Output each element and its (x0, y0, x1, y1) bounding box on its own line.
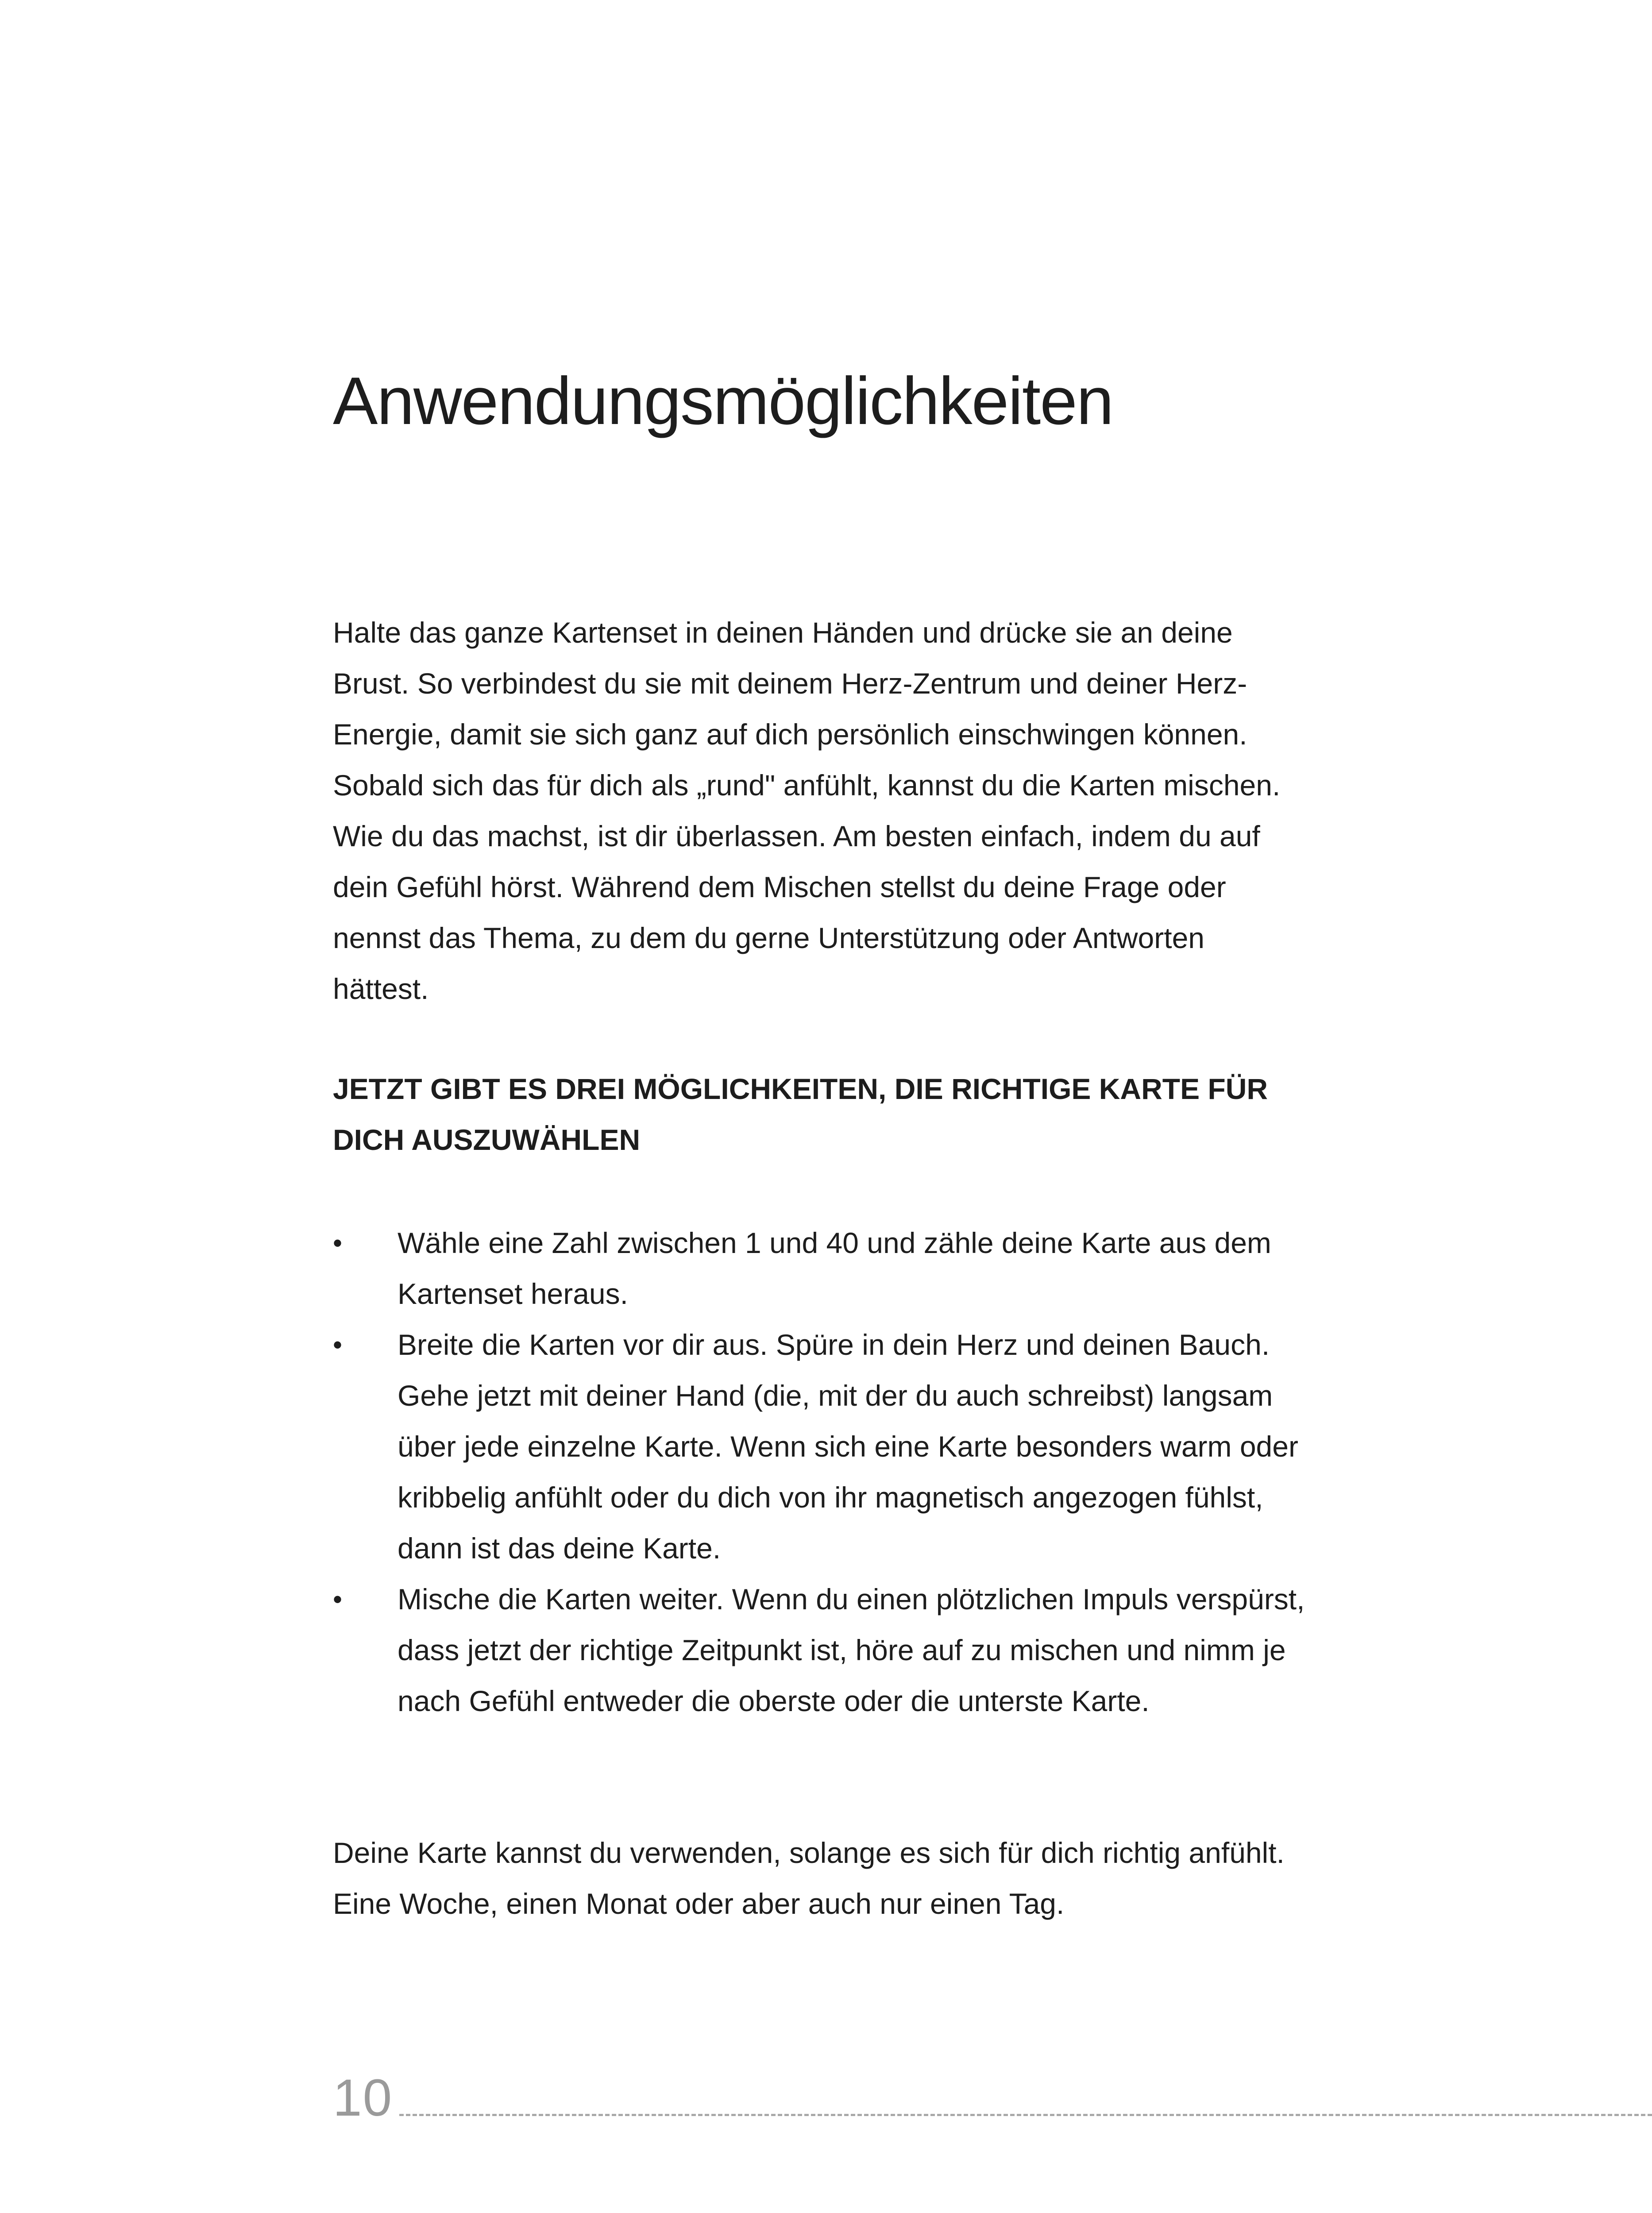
intro-paragraph: Halte das ganze Kartenset in deinen Händen und drücke sie an deine Brust. So verbindest du sie mit deinem Herz-Zentrum und deiner Herz-Energie, damit sie sich ganz auf dich persönlich einschwingen können. Sobald sich das für dich als „rund" anfühlt, kannst du die Karten mischen. Wie du das machst, ist dir überlassen. Am besten einfach, indem du auf dein Gefühl hörst. Während dem Mischen stellst du deine Frage oder nennst das Thema, zu dem du gerne Unterstützung oder Antworten hättest. (333, 616, 1281, 1005)
closing-paragraph: Deine Karte kannst du verwenden, solange es sich für dich richtig anfühlt. Eine Woche, einen Monat oder aber auch nur einen Tag. (333, 1836, 1285, 1920)
list-item (333, 1574, 1307, 1727)
list-item (333, 1218, 1307, 1319)
page-title: Anwendungsmöglichkeiten (333, 363, 1113, 439)
dashed-rule (399, 2114, 1652, 2116)
page-footer (333, 2069, 1652, 2127)
list-item-text: Wähle eine Zahl zwischen 1 und 40 und zähle deine Karte aus dem Kartenset heraus. (398, 1226, 1271, 1310)
list-item-text: Breite die Karten vor dir aus. Spüre in dein Herz und deinen Bauch. Gehe jetzt mit deiner Hand (die, mit der du auch schreibst) langsam über jede einzelne Karte. Wenn sich eine Karte besonders warm oder kribbelig anfühlt oder du dich von ihr magnetisch angezogen fühlst, dann ist das deine Karte. (398, 1328, 1298, 1565)
bullet-icon: • (333, 1585, 343, 1614)
list-item (333, 1319, 1307, 1574)
page-number: 10 (333, 2069, 393, 2127)
list-item-text: Mische die Karten weiter. Wenn du einen plötzlichen Impuls verspürst, dass jetzt der richtige Zeitpunkt ist, höre auf zu mischen und nimm je nach Gefühl entweder die oberste oder die unterste Karte. (398, 1583, 1305, 1717)
bullet-icon: • (333, 1330, 343, 1360)
options-list (333, 1218, 1307, 1727)
section-heading: JETZT GIBT ES DREI MÖGLICHKEITEN, DIE RICHTIGE KARTE FÜR DICH AUSZUWÄHLEN (333, 1072, 1268, 1156)
bullet-icon: • (333, 1228, 343, 1258)
